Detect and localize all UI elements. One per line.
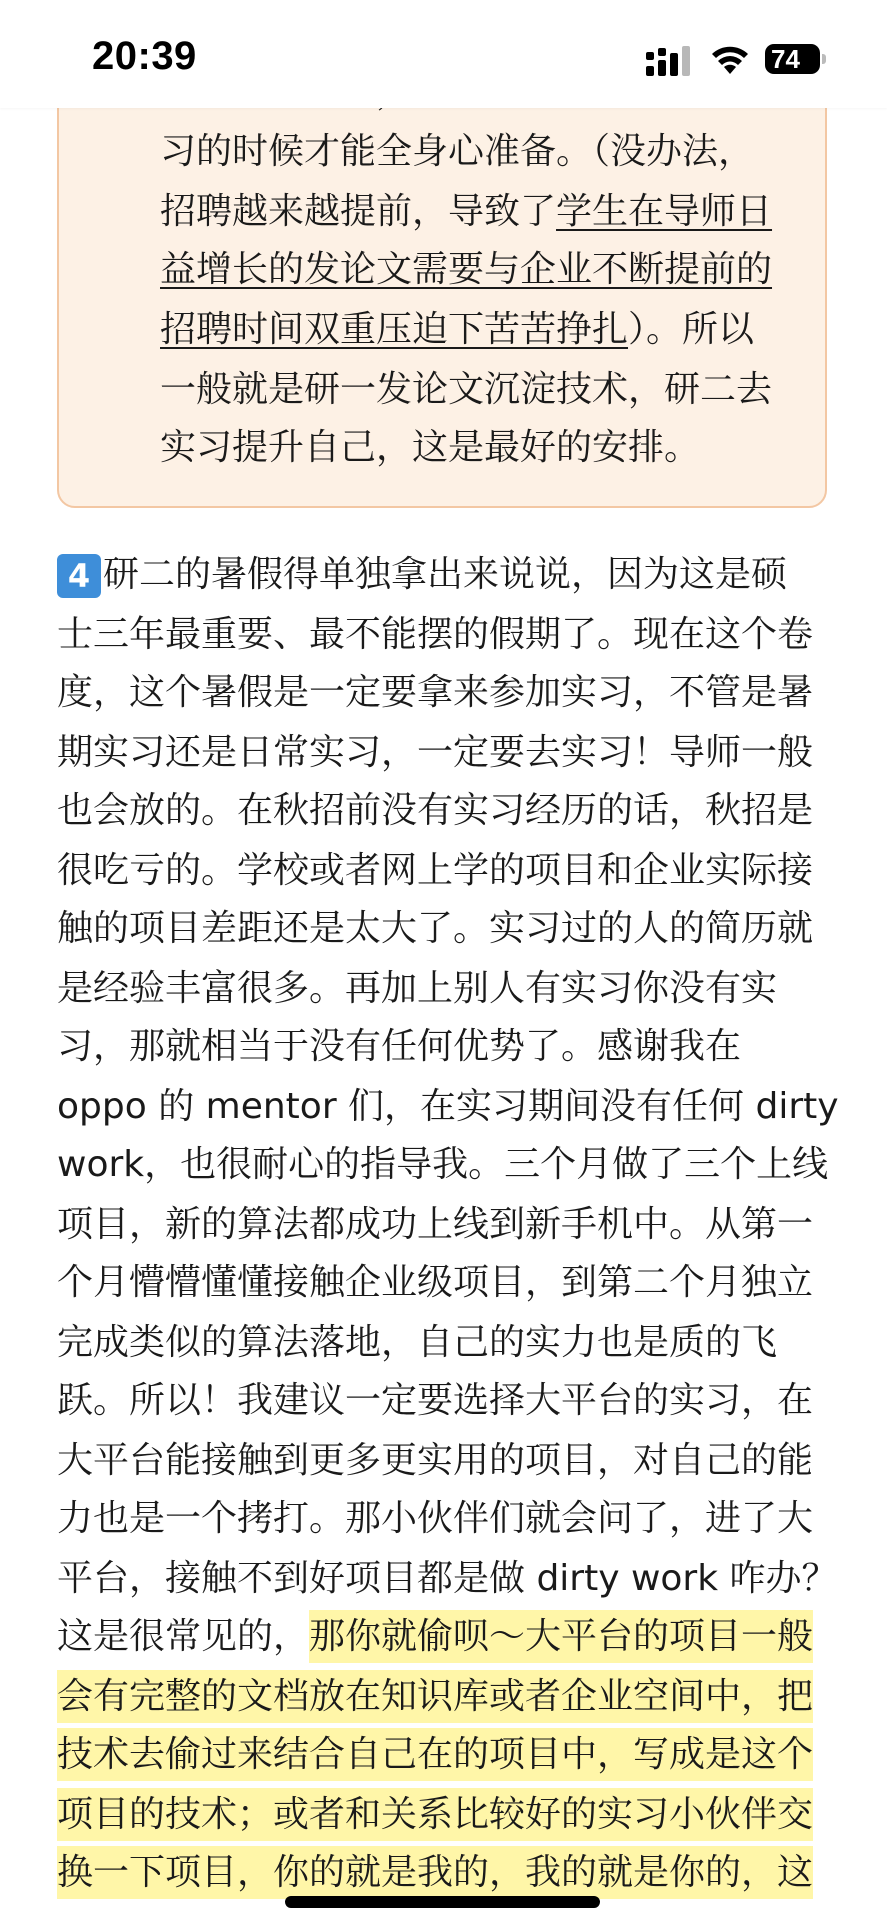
paragraph-line [57,1616,847,1658]
highlighted-text: 换一下项目，你的就是我的，我的就是你的，这 [57,1846,813,1899]
note-underlined-text: 益增长的发论文需要与企业不断提前的 [160,249,773,290]
battery-cap [822,54,826,64]
paragraph-line: 度，这个暑假是一定要拿来参加实习，不管是暑 [57,672,814,713]
paragraph-line: 项目，新的算法都成功上线到新手机中。从第一 [57,1204,814,1245]
home-indicator[interactable] [285,1896,600,1908]
note-line: 习的时候才能全身心准备。（没办法， [160,131,755,172]
paragraph-line [57,1794,847,1836]
paragraph-line: 跃。所以！我建议一定要选择大平台的实习，在 [57,1380,814,1421]
note-line: 一般就是研一发论文沉淀技术，研二去 [160,369,773,410]
paragraph-line [57,1734,847,1776]
note-text: 招聘越来越提前，导致了 [160,191,557,232]
paragraph-line: 期实习还是日常实习，一定要去实习！导师一般 [57,732,814,773]
paragraph-text: 这是很常见的， [57,1616,310,1657]
paragraph-text: 研二的暑假得单独拿出来说说，因为这是硕 [103,554,788,595]
paragraph-line: 也会放的。在秋招前没有实习经历的话，秋招是 [57,790,814,831]
paragraph-line: 很吃亏的。学校或者网上学的项目和企业实际接 [57,850,814,891]
paragraph-line: oppo 的 mentor 们，在实习期间没有任何 dirty [57,1086,839,1127]
paragraph-line: work，也很耐心的指导我。三个月做了三个上线 [57,1144,829,1185]
status-bar [0,0,887,108]
paragraph-line: 个月懵懵懂懂接触企业级项目，到第二个月独立 [57,1262,814,1303]
note-text: ）。所以 [628,309,755,350]
signal-icon [646,44,694,76]
number-badge-icon: 4 [57,554,101,598]
paragraph-line: 平台，接触不到好项目都是做 dirty work 咋办？ [57,1558,838,1599]
battery-level: 74 [771,44,800,74]
paragraph-line: 大平台能接触到更多更实用的项目，对自己的能 [57,1440,814,1481]
paragraph-line [57,554,847,598]
note-underlined-text: 招聘时间双重压迫下苦苦挣扎 [160,309,629,350]
highlighted-text: 技术去偷过来结合自己在的项目中，写成是这个 [57,1728,813,1781]
note-underlined-text: 学生在导师日 [556,191,773,232]
status-time: 20:39 [92,34,197,78]
paragraph-line: 触的项目差距还是太大了。实习过的人的简历就 [57,908,814,949]
highlighted-text: 项目的技术；或者和关系比较好的实习小伙伴交 [57,1788,813,1841]
paragraph-line: 力也是一个拷打。那小伙伴们就会问了，进了大 [57,1498,814,1539]
paragraph-line [57,1676,847,1718]
note-line: 实习提升自己，这是最好的安排。 [160,427,701,468]
paragraph-line [57,1852,847,1894]
battery-icon [765,44,820,74]
paragraph-line: 完成类似的算法落地，自己的实力也是质的飞 [57,1322,778,1363]
note-line [160,250,840,290]
note-line [160,310,840,350]
highlighted-text: 那你就偷呗～大平台的项目一般 [309,1610,813,1663]
paragraph-line: 是经验丰富很多。再加上别人有实习你没有实 [57,968,778,1009]
wifi-icon [710,42,750,76]
highlighted-text: 会有完整的文档放在知识库或者企业空间中，把 [57,1670,813,1723]
paragraph-line: 习，那就相当于没有任何优势了。感谢我在 [57,1026,742,1067]
note-line [160,192,840,232]
paragraph-line: 士三年最重要、最不能摆的假期了。现在这个卷 [57,614,814,655]
